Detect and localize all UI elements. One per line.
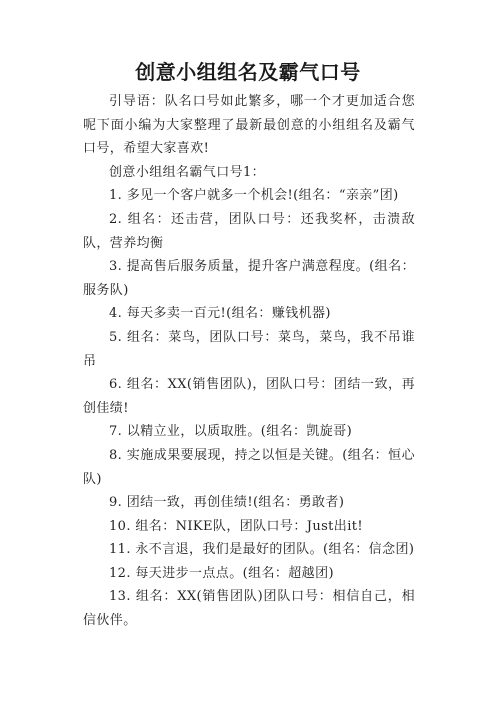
list-item: 3. 提高售后服务质量，提升客户满意程度。(组名：服务队) — [83, 259, 415, 298]
list-item: 7. 以精立业，以质取胜。(组名：凯旋哥) — [109, 424, 353, 440]
document-title: 创意小组组名及霸气口号 — [135, 60, 361, 84]
list-item: 1. 多见一个客户就多一个机会!(组名：“亲亲”团) — [109, 188, 399, 204]
list-item: 4. 每天多卖一百元!(组名：赚钱机器) — [109, 306, 331, 322]
section-heading: 创意小组组名霸气口号1： — [109, 164, 266, 180]
list-item: 10. 组名：NIKE队，团队口号：Just出it! — [109, 518, 364, 534]
list-item: 12. 每天进步一点点。(组名：超越团) — [109, 565, 334, 581]
list-item: 6. 组名：XX(销售团队)，团队口号：团结一致，再创佳绩! — [83, 377, 415, 416]
list-item: 13. 组名：XX(销售团队)团队口号：相信自己，相信伙伴。 — [83, 589, 415, 629]
intro-paragraph: 引导语：队名口号如此繁多，哪一个才更加适合您呢下面小编为大家整理了最新最创意的小组组名及霸气口号，希望大家喜欢! — [83, 94, 415, 157]
list-item: 5. 组名：菜鸟，团队口号：菜鸟，菜鸟，我不吊谁吊 — [83, 329, 415, 369]
document-body — [83, 90, 415, 633]
list-item: 9. 团结一致，再创佳绩!(组名：勇敢者) — [109, 495, 345, 511]
list-item: 2. 组名：还击营，团队口号：还我奖杯，击溃敌队，营养均衡 — [83, 211, 415, 251]
list-item: 8. 实施成果要展现，持之以恒是关键。(组名：恒心队) — [83, 447, 415, 487]
list-item: 11. 永不言退，我们是最好的团队。(组名：信念团) — [109, 542, 415, 558]
